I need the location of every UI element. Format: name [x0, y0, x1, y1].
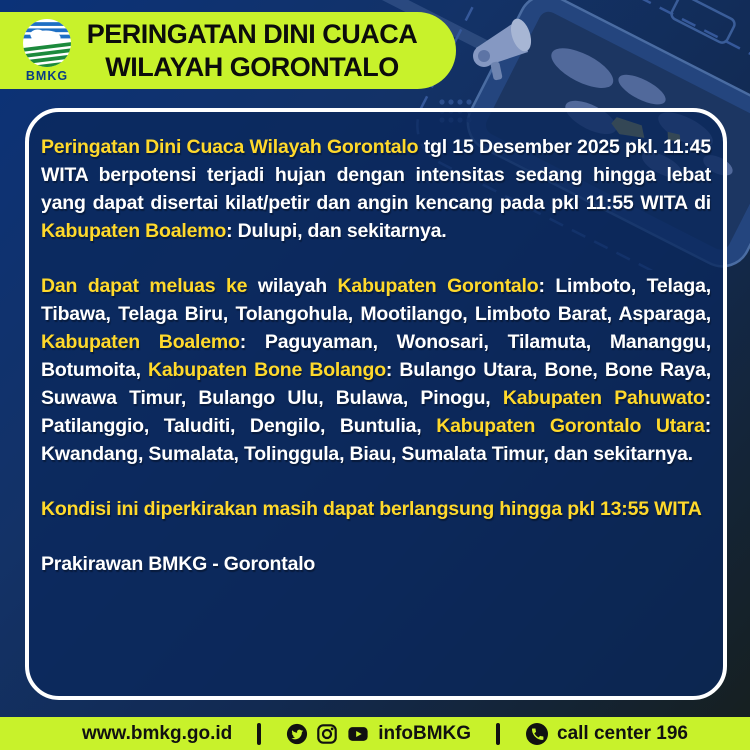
text-segment: Dan dapat meluas ke	[41, 275, 248, 297]
text-segment: Kabupaten Boalemo	[41, 331, 240, 353]
text-segment: Kabupaten Gorontalo	[337, 275, 539, 297]
text-segment: Kabupaten Boalemo	[41, 220, 227, 242]
warning-paragraph	[41, 495, 711, 523]
warning-paragraph	[41, 550, 711, 578]
call-center-group	[525, 722, 688, 746]
bmkg-logo-label: BMKG	[25, 69, 69, 83]
text-segment: Prakirawan BMKG - Gorontalo	[41, 553, 316, 575]
text-segment: tgl 15 Desember 2025 pkl. 11:45 WITA berpotensi terjadi hujan dengan intensitas sedang hingga lebat yang dapat disertai kilat/petir dan angin kencang pada pkl 11:55 WITA di	[41, 136, 711, 214]
warning-text	[41, 133, 711, 578]
twitter-icon	[286, 723, 308, 745]
social-handle: infoBMKG	[378, 722, 472, 744]
page-title-line2: WILAYAH GORONTALO	[105, 51, 399, 82]
warning-paragraph	[41, 133, 711, 245]
text-segment: Kabupaten Pahuwato	[502, 387, 705, 409]
social-media-group	[286, 723, 471, 745]
website-url: www.bmkg.go.id	[82, 722, 233, 744]
text-segment: : Paguyaman, Wonosari, Tilamuta, Mananggu, Botumoita,	[41, 331, 711, 381]
text-segment: Kabupaten Gorontalo Utara	[436, 415, 705, 437]
text-segment: : Kwandang, Sumalata, Tolinggula, Biau, Sumalata Timur, dan sekitarnya.	[41, 415, 712, 465]
instagram-icon	[316, 723, 338, 745]
text-segment: Peringatan Dini Cuaca Wilayah Gorontalo	[41, 136, 419, 158]
text-segment: : Dulupi, dan sekitarnya.	[226, 220, 447, 242]
separator	[496, 723, 500, 745]
youtube-icon	[346, 723, 370, 745]
header-banner	[0, 12, 456, 89]
text-segment: : Limboto, Telaga, Tibawa, Telaga Biru, Tolangohula, Mootilango, Limboto Barat, Asparaga,	[41, 275, 711, 325]
text-segment: : Patilanggio, Taluditi, Dengilo, Buntulia,	[41, 387, 711, 437]
text-segment: Kondisi ini diperkirakan masih dapat berlangsung hingga pkl 13:55 WITA	[41, 498, 702, 520]
text-segment: : Bulango Utara, Bone, Bone Raya, Suwawa Timur, Bulango Ulu, Bulawa, Pinogu,	[41, 359, 712, 409]
text-segment: Kabupaten Bone Bolango	[148, 359, 386, 381]
text-segment: wilayah	[247, 275, 338, 297]
warning-card	[25, 108, 727, 700]
bmkg-logo	[16, 18, 78, 83]
footer-bar	[0, 717, 750, 750]
page-title-line1: PERINGATAN DINI CUACA	[86, 19, 418, 50]
bmkg-logo-icon	[22, 18, 72, 68]
warning-paragraph	[41, 272, 711, 468]
separator	[257, 723, 261, 745]
call-center-label: call center 196	[557, 722, 688, 744]
page-title	[78, 18, 456, 83]
phone-icon	[525, 722, 549, 746]
